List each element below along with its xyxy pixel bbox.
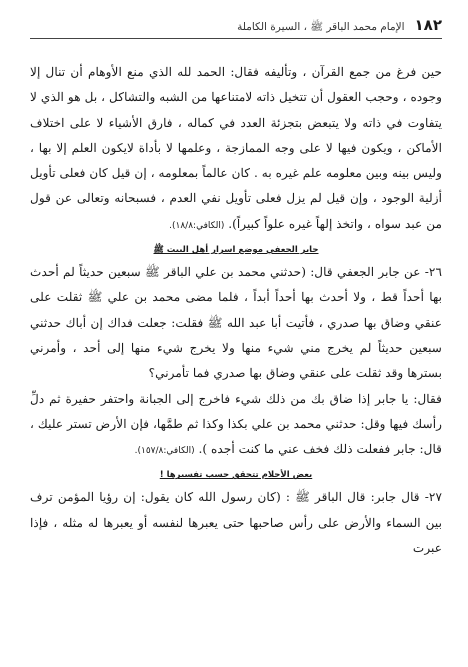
paragraph-text: ٢٧- قال جابر: قال الباقر ﷺ : (كان رسول الله كان يقول: إن رؤيا المؤمن ترف بين السماء والأرض على رأس صاحبها حتى يعبرها لنفسه أو يعبرها له مثله ، فإذا عبرت [30,490,442,556]
page-number: ١٨٢ [414,16,442,34]
paragraph [30,485,442,561]
section-heading: بعض الأحلام تتحقق حسب تفسيرها ! [159,470,313,481]
paragraph [30,387,442,465]
running-title: الإمام محمد الباقر ﷺ ، السيرة الكاملة [237,21,405,33]
paragraph [30,260,442,386]
section-heading: جابر الجعفي موضع اسرار أهل البيت ﷺ [153,245,319,256]
page-header [30,16,442,39]
paragraph-text: ٢٦- عن جابر الجعفي قال: (حدثني محمد بن علي الباقر ﷺ سبعين حديثاً لم أحدث بها أحداً قط ، ولا أحدث بها أحداً أبداً ، فلما مضى محمد بن علي ﷺ ثقلت على عنقي وضاق بها صدري ، فأتيت أبا عبد الله ﷺ فقلت: جعلت فداك إن أباك حدثني سبعين حديثاً لم يخرج مني شيء منها ولا يخرج شيء منها إلى أحد ، وأمرني بسترها وقد ثقلت على عنقي وضاق بها صدري فما تأمرني؟ [30,265,442,381]
paragraph-text: فقال: يا جابر إذا ضاق بك من ذلك شيء فاخرج إلى الجبانة واحتفر حفيرة ثم دلِّ رأسك فيها وقل: حدثني محمد بن علي بكذا وكذا ثم طمَّها، فإن الأرض تستر عليك ، قال: جابر ففعلت ذلك فخف عني ما كنت أجده ). [30,391,442,457]
paragraph [30,60,442,239]
citation: (الكافي:١٥٧/٨). [134,446,195,457]
citation: (الكافي:١٨/٨). [169,220,225,231]
paragraph-text: حين فرغ من جمع القرآن ، وتأليفه فقال: الحمد لله الذي منع الأوهام أن تنال إلا وجوده ، وحجب العقول أن تتخيل ذاته لامتناعها من الشبه والتشاكل ، بل هو الذي لا يتفاوت في ذاته ولا يتبعض بتجزئة العدد في كماله ، فارق الأشياء لا على اختلاف الأماكن ، ويكون فيها لا على وجه الممازجة ، وعلمها لا بأداة لايكون العلم إلا بها ، وليس بينه وبين معلومه علم غيره به . كان عالماً بمعلومه ، إن قيل كان فعلى تأويل أزلية الوجود ، وإن قيل لم يزل فعلى تأويل نفي العدم ، فسبحانه وتعالى عن قول من عبد سواه ، واتخذ إلهاً غيره علواً كبيراً). [30,65,442,231]
page-body [30,60,442,561]
